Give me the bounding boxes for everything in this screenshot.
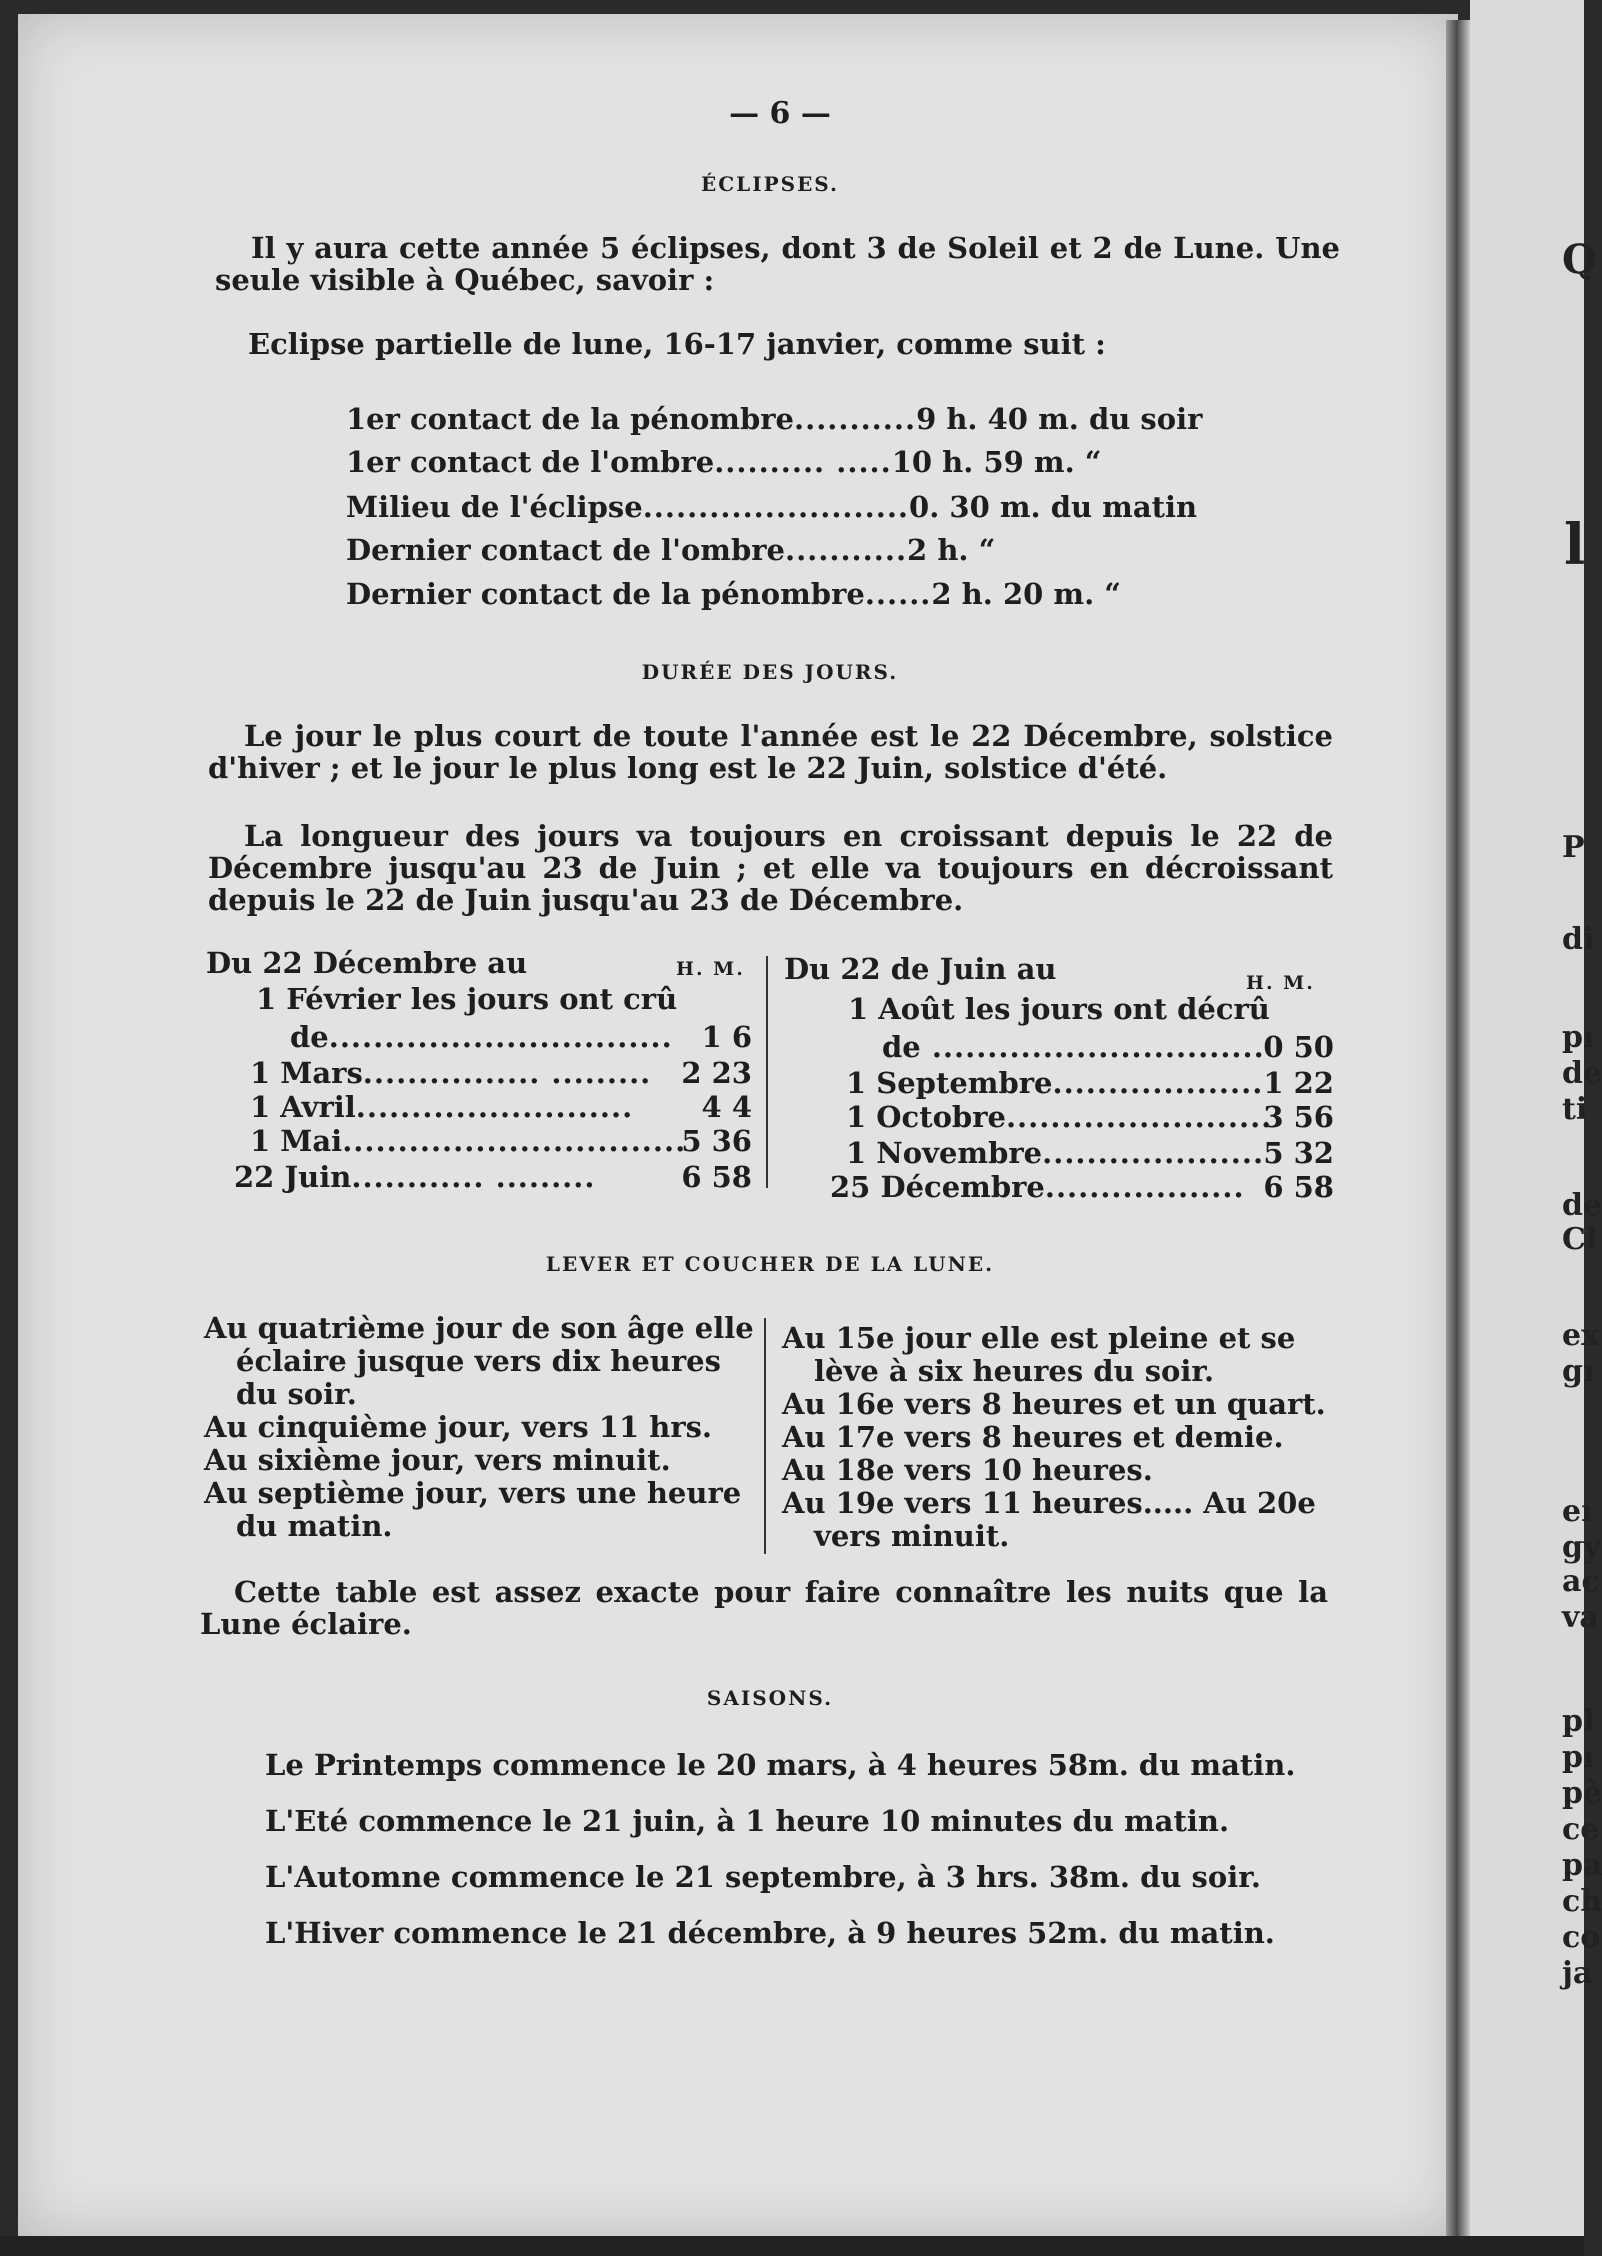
next-page-fragment: P (1562, 830, 1585, 865)
next-page-fragment: Cl (1562, 1222, 1598, 1257)
table-divider (766, 956, 768, 1188)
leader-dots: ............................... (328, 1020, 673, 1054)
moon-line: Au quatrième jour de son âge elle (204, 1311, 754, 1345)
moon-divider (764, 1318, 766, 1554)
contact-label: Milieu de l'éclipse (346, 490, 643, 524)
scan-bottom-edge (0, 2236, 1584, 2256)
row-value: 5 32 (1263, 1136, 1334, 1170)
table-row (250, 1124, 752, 1158)
contact-time: 10 h. 59 m. “ (891, 445, 1102, 479)
moon-line: Au septième jour, vers une heure (204, 1476, 742, 1510)
contact-label: 1er contact de l'ombre (346, 445, 715, 479)
next-page-edge (1470, 0, 1602, 2256)
row-value: 1 6 (701, 1020, 752, 1054)
contact-row (346, 445, 1101, 479)
left-table-hm: H. M. (676, 958, 745, 980)
row-value: 3 56 (1263, 1100, 1334, 1134)
row-value: 2 23 (681, 1056, 752, 1090)
next-page-fragment: ce (1562, 1812, 1600, 1847)
next-page-fragment: pı (1562, 1740, 1595, 1775)
contact-row (346, 490, 1197, 524)
moon-left-column (204, 1312, 764, 1543)
table-row (846, 1136, 1334, 1170)
next-page-fragment: di (1562, 922, 1595, 957)
contact-row (346, 533, 995, 567)
next-page-fragment: gy (1562, 1530, 1601, 1565)
leader-dots: ........... (784, 533, 908, 567)
next-page-fragment: l (1564, 512, 1586, 578)
row-value: 5 36 (681, 1124, 752, 1158)
season-line: L'Automne commence le 21 septembre, à 3 hrs. 38m. du soir. (265, 1860, 1261, 1894)
next-page-fragment: de (1562, 1056, 1602, 1091)
moon-note: Cette table est assez exacte pour faire connaître les nuits que la Lune éclaire. (200, 1575, 1328, 1641)
contact-row (346, 402, 1202, 436)
contact-row (346, 577, 1121, 611)
right-table-title: Du 22 de Juin au (784, 952, 1057, 986)
next-page-fragment: ac (1562, 1564, 1600, 1599)
left-table-subtitle: 1 Février les jours ont crû (256, 982, 678, 1016)
season-line: L'Hiver commence le 21 décembre, à 9 heures 52m. du matin. (265, 1916, 1275, 1950)
leader-dots: ............................... (342, 1124, 687, 1158)
row-label: 1 Mars (250, 1056, 363, 1090)
next-page-fragment: ti (1562, 1092, 1588, 1127)
row-label: 1 Mai (250, 1124, 343, 1158)
moon-line: du soir. (236, 1377, 357, 1411)
moon-line: Au cinquième jour, vers 11 hrs. (204, 1410, 713, 1444)
heading-duree: DURÉE DES JOURS. (641, 660, 899, 684)
row-label: 1 Septembre (846, 1066, 1053, 1100)
table-row (882, 1030, 1334, 1064)
row-value: 6 58 (681, 1160, 752, 1194)
moon-line: du matin. (236, 1509, 393, 1543)
row-label: 22 Juin (234, 1160, 352, 1194)
moon-line: Au 19e vers 11 heures..... Au 20e (782, 1486, 1316, 1520)
row-label: 25 Décembre (830, 1170, 1045, 1204)
duree-paragraph-1: Le jour le plus court de toute l'année est le 22 Décembre, solstice d'hiver ; et le jour le plus long est le 22 Juin, solstice d'été. (208, 719, 1333, 785)
table-row (846, 1100, 1334, 1134)
next-page-fragment: de (1562, 1188, 1602, 1223)
next-page-fragment: va (1562, 1600, 1599, 1635)
row-label: 1 Novembre (846, 1136, 1043, 1170)
contact-label: 1er contact de la pénombre (346, 402, 794, 436)
moon-line: Au 16e vers 8 heures et un quart. (782, 1387, 1326, 1421)
leader-dots: .............................. (920, 1030, 1265, 1064)
season-line: Le Printemps commence le 20 mars, à 4 heures 58m. du matin. (265, 1748, 1296, 1782)
table-row (250, 1056, 752, 1090)
leader-dots: ................ ......... (362, 1056, 652, 1090)
next-page-fragment: ja (1562, 1956, 1593, 1991)
next-page-fragment: gı (1562, 1354, 1595, 1389)
leader-dots: .................. (1044, 1170, 1245, 1204)
moon-line: lève à six heures du soir. (814, 1354, 1215, 1388)
next-page-fragment: ex (1562, 1318, 1599, 1353)
leader-dots: ......................... (355, 1090, 634, 1124)
row-value: 0 50 (1263, 1030, 1334, 1064)
next-page-fragment: Q (1562, 236, 1597, 283)
moon-line: Au sixième jour, vers minuit. (204, 1443, 671, 1477)
leader-dots: ........................ (1005, 1100, 1273, 1134)
row-value: 1 22 (1263, 1066, 1334, 1100)
next-page-fragment: co (1562, 1920, 1601, 1955)
eclipse-partial: Eclipse partielle de lune, 16-17 janvier, comme suit : (248, 327, 1106, 361)
moon-line: vers minuit. (814, 1519, 1010, 1553)
moon-right-column (782, 1322, 1362, 1553)
row-label: de (290, 1020, 329, 1054)
leader-dots: .................... (1042, 1136, 1265, 1170)
table-row (830, 1170, 1334, 1204)
heading-saisons: SAISONS. (706, 1686, 834, 1710)
eclipses-intro: Il y aura cette année 5 éclipses, dont 3 de Soleil et 2 de Lune. Une seule visible à Québec, savoir : (215, 231, 1340, 297)
page-number: — 6 — (729, 96, 831, 131)
contact-label: Dernier contact de la pénombre (346, 577, 865, 611)
row-label: 1 Avril (250, 1090, 356, 1124)
contact-time: 9 h. 40 m. du soir (916, 402, 1203, 436)
leader-dots: ........................ (642, 490, 910, 524)
season-line: L'Eté commence le 21 juin, à 1 heure 10 minutes du matin. (265, 1804, 1230, 1838)
right-table-subtitle: 1 Août les jours ont décrû (848, 992, 1270, 1026)
row-value: 4 4 (701, 1090, 752, 1124)
left-table-title: Du 22 Décembre au (206, 946, 528, 980)
next-page-fragment: ch (1562, 1884, 1602, 1919)
contact-time: 2 h. “ (907, 533, 996, 567)
heading-lune: LEVER ET COUCHER DE LA LUNE. (545, 1252, 995, 1276)
table-row (234, 1160, 752, 1194)
contact-time: 2 h. 20 m. “ (931, 577, 1121, 611)
book-gutter (1446, 20, 1470, 2256)
leader-dots: ............ ......... (351, 1160, 596, 1194)
moon-line: Au 18e vers 10 heures. (782, 1453, 1153, 1487)
table-row (290, 1020, 752, 1054)
leader-dots: ...... (864, 577, 932, 611)
row-label: 1 Octobre (846, 1100, 1006, 1134)
leader-dots: ........... (794, 402, 917, 436)
row-value: 6 58 (1263, 1170, 1334, 1204)
leader-dots: ................... (1052, 1066, 1264, 1100)
next-page-fragment: eı (1562, 1494, 1593, 1529)
contact-label: Dernier contact de l'ombre (346, 533, 785, 567)
duree-paragraph-2: La longueur des jours va toujours en croissant depuis le 22 de Décembre jusqu'au 23 de Juin ; et elle va toujours en décroissant depuis le 22 de Juin jusqu'au 23 de Décembre. (208, 819, 1333, 917)
next-page-fragment: pè (1562, 1776, 1602, 1811)
contact-time: 0. 30 m. du matin (909, 490, 1198, 524)
next-page-fragment: pl (1562, 1704, 1595, 1739)
right-table-hm: H. M. (1246, 972, 1315, 994)
heading-eclipses: ÉCLIPSES. (701, 172, 839, 196)
next-page-fragment: pı (1562, 1020, 1595, 1055)
table-row (846, 1066, 1334, 1100)
leader-dots: .......... ..... (714, 445, 892, 479)
moon-line: Au 17e vers 8 heures et demie. (782, 1420, 1284, 1454)
moon-line: éclaire jusque vers dix heures (236, 1344, 721, 1378)
row-label: de (882, 1030, 921, 1064)
next-page-fragment: pa (1562, 1848, 1602, 1883)
table-row (250, 1090, 752, 1124)
moon-line: Au 15e jour elle est pleine et se (782, 1321, 1296, 1355)
